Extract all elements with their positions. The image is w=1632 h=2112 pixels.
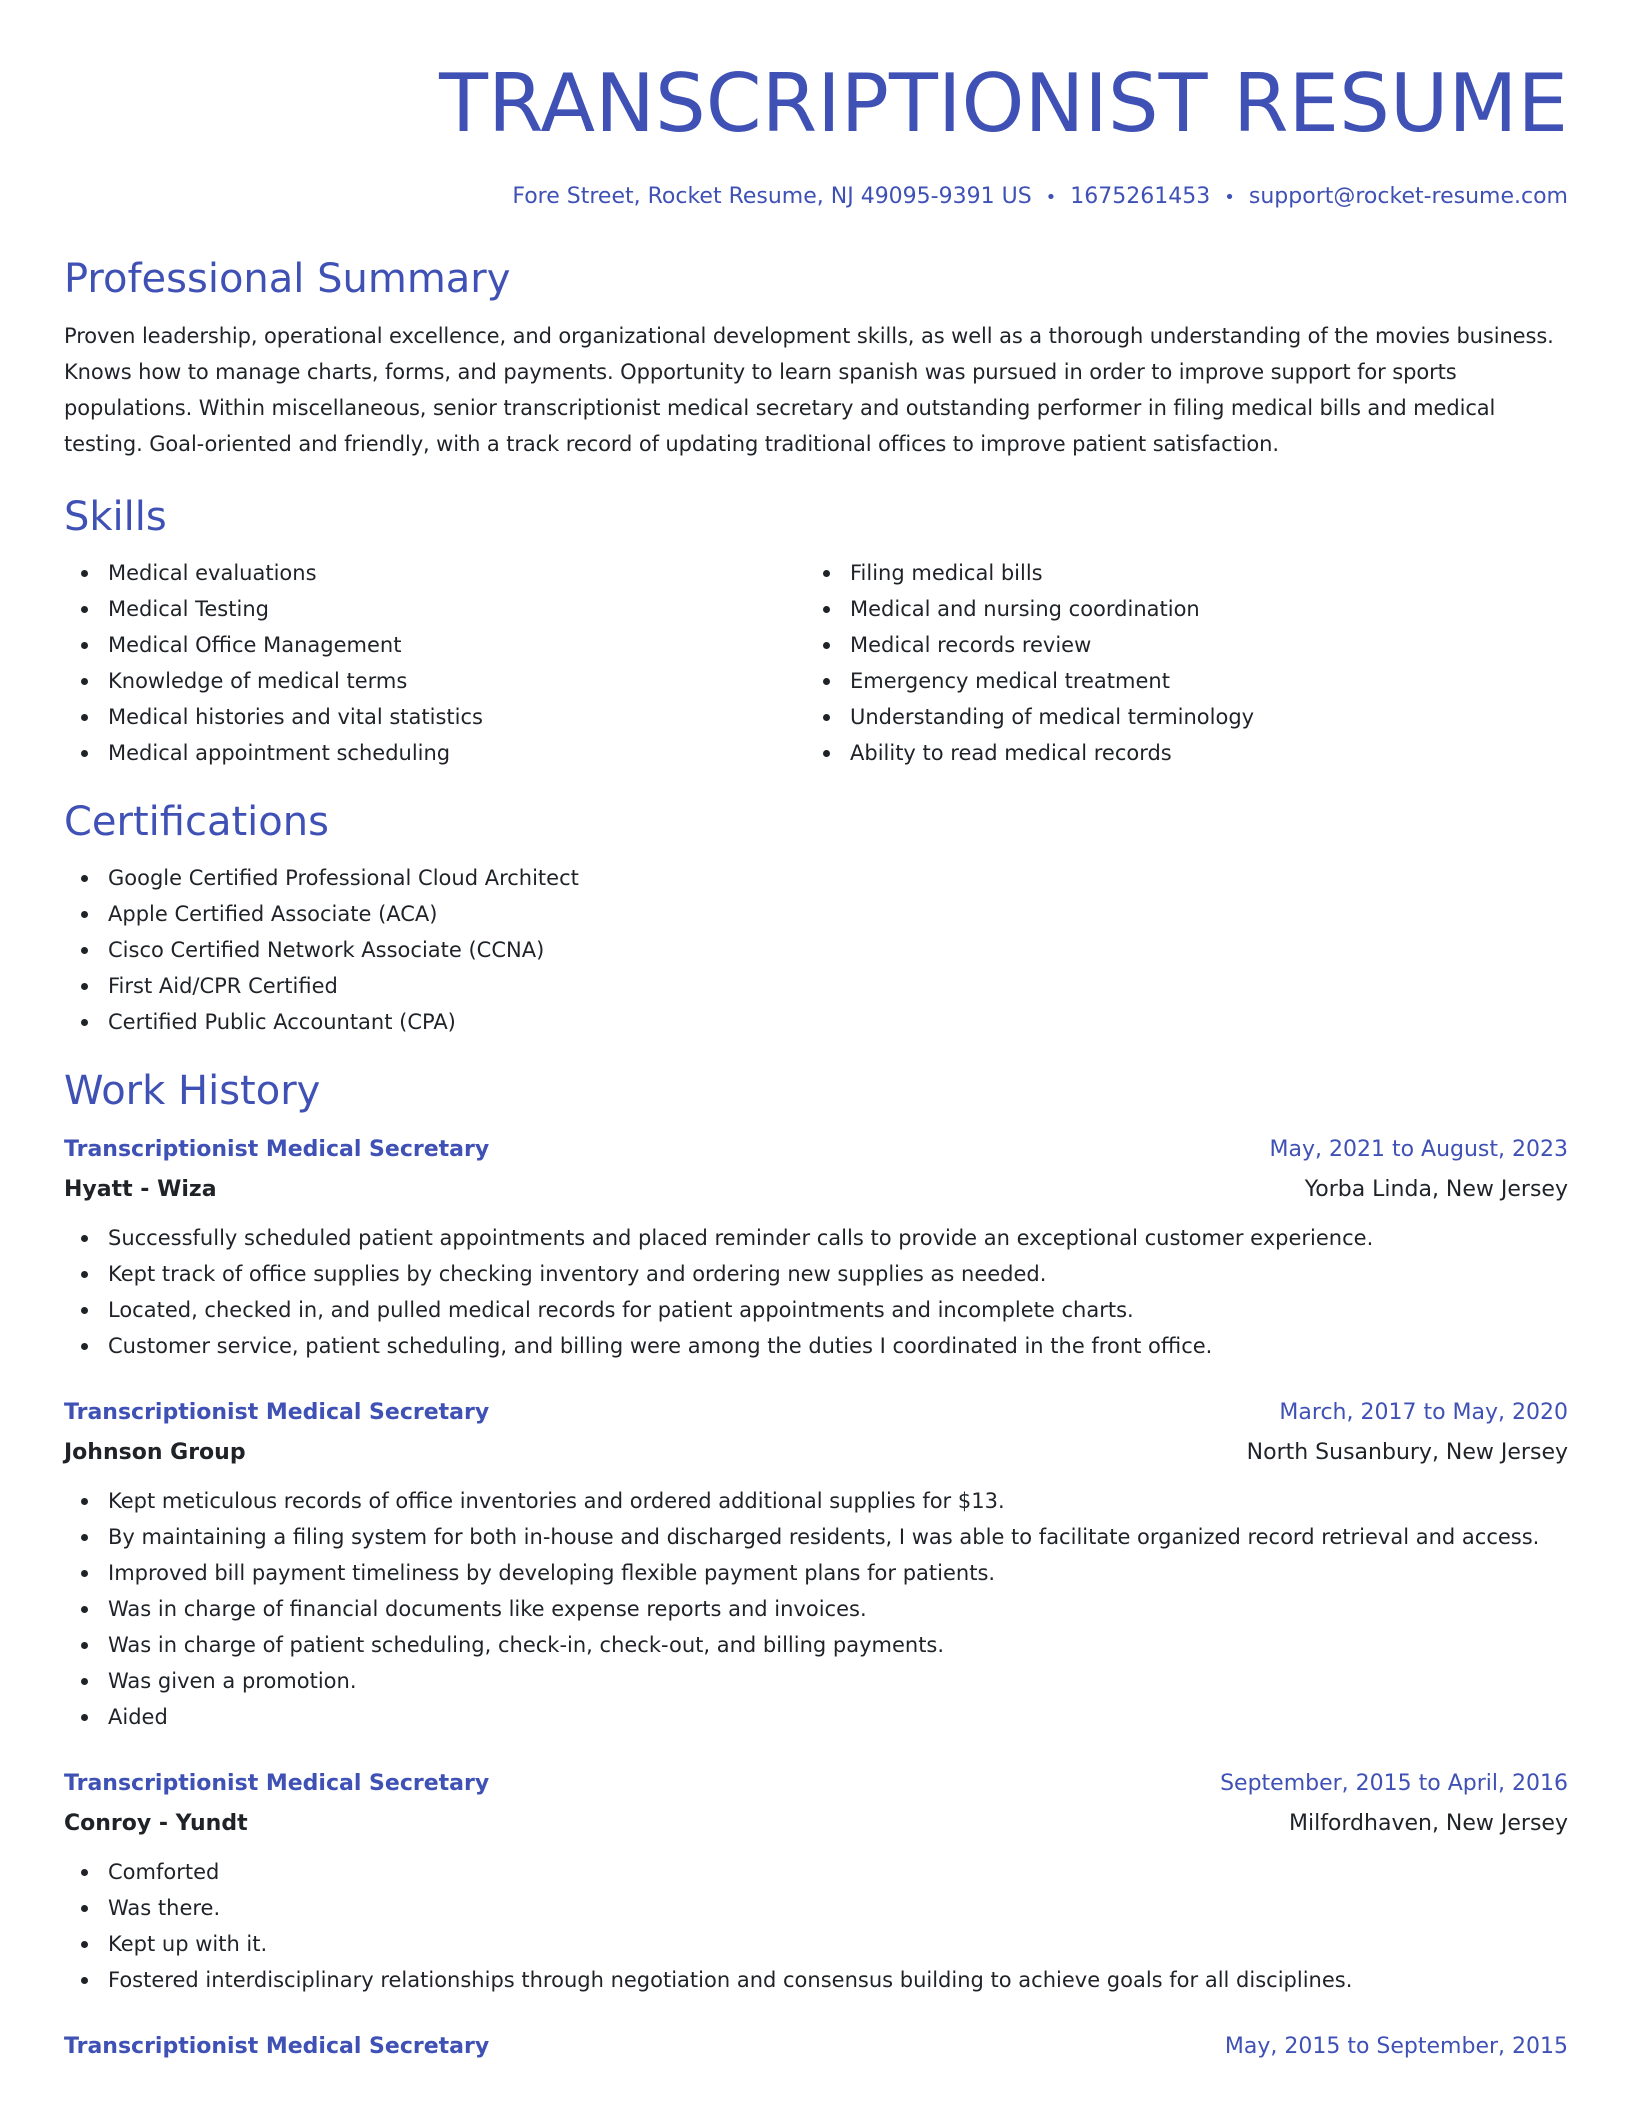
- job-bullet: Kept meticulous records of office inventories and ordered additional supplies for $13.: [64, 1483, 1568, 1519]
- job-bullets: [64, 1483, 1568, 1735]
- certification-item: First Aid/CPR Certified: [64, 968, 1568, 1004]
- resume-page: [64, 0, 1568, 2065]
- section-heading-summary: Professional Summary: [64, 256, 511, 302]
- job-location: North Susanbury, New Jersey: [1246, 1440, 1568, 1465]
- job-bullet: Comforted: [64, 1854, 1568, 1890]
- job-bullet: Improved bill payment timeliness by developing flexible payment plans for patients.: [64, 1555, 1568, 1591]
- job-header-row: [64, 1395, 1568, 1431]
- section-heading-certifications: Certifications: [64, 799, 329, 845]
- contact-separator: •: [1045, 187, 1057, 208]
- job-entry: [64, 2029, 1568, 2065]
- job-company: Conroy - Yundt: [64, 1811, 248, 1836]
- skill-item: Medical records review: [806, 627, 1548, 663]
- job-subheader-row: [64, 1802, 1568, 1842]
- job-bullet: Fostered interdisciplinary relationships through negotiation and consensus building to achieve goals for all disciplines.: [64, 1962, 1568, 1998]
- job-bullet: Located, checked in, and pulled medical records for patient appointments and incomplete charts.: [64, 1292, 1568, 1328]
- job-dates: May, 2015 to September, 2015: [1224, 2034, 1568, 2059]
- job-entry: [64, 1395, 1568, 1735]
- job-header-row: [64, 1766, 1568, 1802]
- job-company: Johnson Group: [64, 1440, 246, 1465]
- contact-phone: 1675261453: [1070, 184, 1211, 209]
- job-dates: September, 2015 to April, 2016: [1220, 1771, 1568, 1796]
- job-header-row: [64, 2029, 1568, 2065]
- skill-item: Medical Testing: [64, 591, 806, 627]
- contact-separator: •: [1224, 187, 1235, 208]
- job-title: Transcriptionist Medical Secretary: [64, 1771, 490, 1796]
- certification-item: Apple Certified Associate (ACA): [64, 896, 1568, 932]
- certification-item: Cisco Certified Network Associate (CCNA): [64, 932, 1568, 968]
- section-heading-skills: Skills: [64, 494, 167, 540]
- skill-item: Medical histories and vital statistics: [64, 699, 806, 735]
- job-bullet: Was in charge of patient scheduling, check-in, check-out, and billing payments.: [64, 1627, 1568, 1663]
- skill-item: Knowledge of medical terms: [64, 663, 806, 699]
- job-bullet: Kept track of office supplies by checking inventory and ordering new supplies as needed.: [64, 1256, 1568, 1292]
- skill-item: Filing medical bills: [806, 555, 1548, 591]
- job-location: Milfordhaven, New Jersey: [1288, 1811, 1568, 1836]
- skills-list-right: [806, 555, 1548, 771]
- contact-email[interactable]: support@rocket-resume.com: [1248, 184, 1568, 209]
- job-bullet: Was in charge of financial documents like expense reports and invoices.: [64, 1591, 1568, 1627]
- contact-address: Fore Street, Rocket Resume, NJ 49095-9391 US: [512, 184, 1032, 209]
- job-entry: [64, 1766, 1568, 1998]
- skill-item: Understanding of medical terminology: [806, 699, 1548, 735]
- job-bullet: Was given a promotion.: [64, 1663, 1568, 1699]
- job-bullet: Successfully scheduled patient appointments and placed reminder calls to provide an exceptional customer experience.: [64, 1220, 1568, 1256]
- job-location: Yorba Linda, New Jersey: [1304, 1177, 1568, 1202]
- summary-text: Proven leadership, operational excellence, and organizational development skills, as well as a thorough understanding of the movies business. Knows how to manage charts, forms, and payments. Opportunity to learn spanish was pursued in order to improve support for sports populations. Within miscellaneous, senior transcriptionist medical secretary and outstanding performer in filing medical bills and medical testing. Goal-oriented and friendly, with a track record of updating traditional offices to improve patient satisfaction.: [64, 324, 1554, 456]
- skill-item: Ability to read medical records: [806, 735, 1548, 771]
- skill-item: Medical evaluations: [64, 555, 806, 591]
- job-bullet: Was there.: [64, 1890, 1568, 1926]
- job-bullets: [64, 1854, 1568, 1998]
- job-dates: March, 2017 to May, 2020: [1279, 1400, 1568, 1425]
- job-bullet: Customer service, patient scheduling, and billing were among the duties I coordinated in the front office.: [64, 1328, 1568, 1364]
- job-title: Transcriptionist Medical Secretary: [64, 1137, 490, 1162]
- section-heading-work-history: Work History: [64, 1068, 321, 1114]
- job-entry: [64, 1132, 1568, 1364]
- resume-title: TRANSCRIPTIONIST RESUME: [439, 57, 1568, 150]
- skill-item: Emergency medical treatment: [806, 663, 1548, 699]
- job-dates: May, 2021 to August, 2023: [1269, 1137, 1568, 1162]
- skill-item: Medical Office Management: [64, 627, 806, 663]
- skills-list-left: [64, 555, 806, 771]
- job-bullet: Aided: [64, 1699, 1568, 1735]
- job-title: Transcriptionist Medical Secretary: [64, 2034, 490, 2059]
- certifications-list: [64, 860, 1568, 1040]
- job-bullet: Kept up with it.: [64, 1926, 1568, 1962]
- skill-item: Medical appointment scheduling: [64, 735, 806, 771]
- certification-item: Google Certified Professional Cloud Architect: [64, 860, 1568, 896]
- skill-item: Medical and nursing coordination: [806, 591, 1548, 627]
- job-subheader-row: [64, 1168, 1568, 1208]
- job-subheader-row: [64, 1431, 1568, 1471]
- job-company: Hyatt - Wiza: [64, 1177, 217, 1202]
- skills-columns: [64, 555, 1568, 771]
- job-bullets: [64, 1220, 1568, 1364]
- job-title: Transcriptionist Medical Secretary: [64, 1400, 490, 1425]
- job-bullet: By maintaining a filing system for both in-house and discharged residents, I was able to facilitate organized record retrieval and access.: [64, 1519, 1568, 1555]
- job-header-row: [64, 1132, 1568, 1168]
- certification-item: Certified Public Accountant (CPA): [64, 1004, 1568, 1040]
- contact-line: [64, 181, 1568, 214]
